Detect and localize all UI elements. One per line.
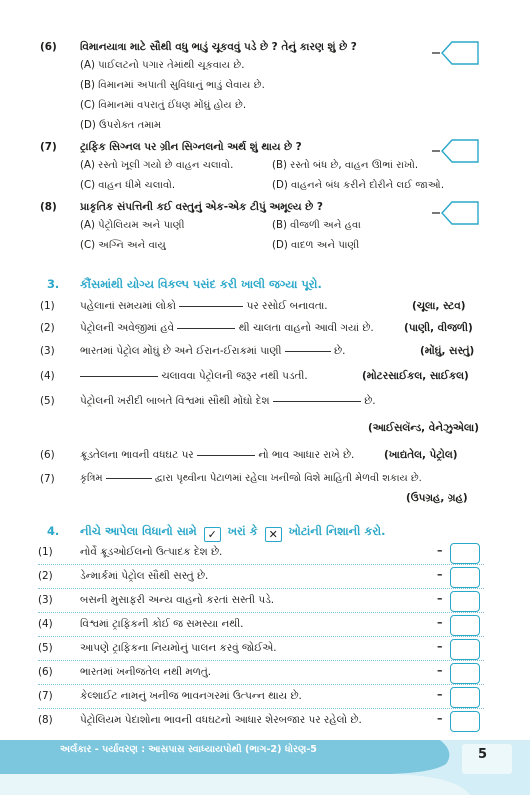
text-before: પેટ્રોલની ખરીદી બાબતે વિશ્વમાં સૌથી મોંઘો દેશ xyxy=(80,395,270,407)
blank[interactable] xyxy=(80,376,158,377)
section-title xyxy=(80,524,385,542)
answer-options: (પાણી, વીજળી) xyxy=(404,322,473,334)
answer-box[interactable] xyxy=(450,663,480,684)
option: (C) વિમાનમાં વપરાતું ઈંધણ મોંઘું હોય છે. xyxy=(80,100,247,111)
answer-box[interactable] xyxy=(450,639,480,660)
fill-blank-line xyxy=(80,449,354,462)
question-number: (8) xyxy=(40,201,57,213)
true-false-row xyxy=(38,638,484,661)
option: (D) વાહનને બંધ કરીને દોરીને લઈ જાઓ. xyxy=(272,180,445,191)
statement: કેલ્શાઈટ નામનું ખનીજ ભાવનગરમાં ઉત્પન્ન થાય છે. xyxy=(80,690,302,702)
answer-tag-box[interactable] xyxy=(432,138,480,164)
item-number: (7) xyxy=(38,690,53,702)
text-after: નો ભાવ આધાર રાખે છે. xyxy=(258,449,355,461)
option: (D) વાદળ અને પાણી xyxy=(272,240,360,251)
page-number: 5 xyxy=(478,747,488,762)
statement: આપણે ટ્રાફિકના નિયમોનું પાલન કરવું જોઈએ. xyxy=(80,642,277,654)
check-mark-icon: ✓ xyxy=(204,527,221,542)
option: (C) અગ્નિ અને વાયુ xyxy=(80,240,166,251)
text-before: ક્રૂડતેલના ભાવની વધઘટ પર xyxy=(80,449,194,461)
fill-blank-line xyxy=(80,395,376,408)
text-before: પહેલાનાં સમયમાં લોકો xyxy=(80,300,176,312)
text-before: ભારતમાં પેટ્રોલ મોંઘું છે અને ઈરાન-ઈરાકમાં પાણી xyxy=(80,345,282,357)
item-number: (5) xyxy=(40,395,55,407)
fill-blank-line xyxy=(80,322,374,335)
item-number: (1) xyxy=(38,546,53,558)
question-number: (6) xyxy=(40,41,57,53)
true-false-row xyxy=(38,566,484,589)
item-number: (5) xyxy=(38,642,53,654)
true-false-row xyxy=(38,614,484,637)
section-title: કૌંસમાંથી યોગ્ય વિકલ્પ પસંદ કરી ખાલી જગ્યા પૂરો. xyxy=(80,277,322,291)
statement: બસની મુસાફરી અન્ય વાહનો કરતાં સસ્તી પડે. xyxy=(80,594,275,606)
answer-tag-box[interactable] xyxy=(432,200,480,226)
answer-tag-box[interactable] xyxy=(432,40,480,66)
statement: ડેન્માર્કમાં પેટ્રોલ સૌથી સસ્તું છે. xyxy=(80,570,209,582)
option: (B) વીજળી અને હવા xyxy=(272,220,361,231)
text-after: પર રસોઈ બનાવતા. xyxy=(246,300,328,312)
question-text: વિમાનયાત્રા માટે સૌથી વધુ ભાડું ચૂકવવું પડે છે ? તેનું કારણ શું છે ? xyxy=(80,41,357,53)
item-number: (8) xyxy=(38,714,53,726)
title-part: ખોટાંની નિશાની કરો. xyxy=(288,524,386,538)
fill-blank-line xyxy=(80,300,328,313)
item-number: (7) xyxy=(40,473,55,485)
question-text: ટ્રાફિક સિગ્નલ પર ગ્રીન સિગ્નલનો અર્થ શું થાય છે ? xyxy=(80,141,302,153)
answer-options: (ખાદ્યતેલ, પેટ્રોલ) xyxy=(384,449,458,461)
option: (A) પાઈલટનો પગાર તેમાંથી ચૂકવાય છે. xyxy=(80,60,245,71)
item-number: (6) xyxy=(40,449,55,461)
section-number: 4. xyxy=(47,524,60,538)
answer-box[interactable] xyxy=(450,615,480,636)
item-number: (1) xyxy=(40,300,55,312)
dash: – xyxy=(437,664,443,677)
dash: – xyxy=(437,688,443,701)
dash: – xyxy=(437,616,443,629)
blank[interactable] xyxy=(177,328,235,329)
blank[interactable] xyxy=(179,306,243,307)
question-number: (7) xyxy=(40,141,57,153)
statement: ભારતમાં ખનીજતેલ નથી મળતું. xyxy=(80,666,212,678)
true-false-row xyxy=(38,662,484,685)
answer-box[interactable] xyxy=(450,711,480,732)
answer-options: (મોટરસાઈકલ, સાઈકલ) xyxy=(362,370,469,382)
dash: – xyxy=(437,544,443,557)
option: (B) રસ્તો બંધ છે, વાહન ઊભાં રાખો. xyxy=(272,160,419,171)
dash: – xyxy=(437,640,443,653)
true-false-row xyxy=(38,686,484,709)
statement: વિશ્વમાં ટ્રાફિકની કોઈ જ સમસ્યા નથી. xyxy=(80,618,244,630)
answer-options: (ઉપગ્રહ, ગ્રહ) xyxy=(406,492,468,504)
blank[interactable] xyxy=(285,351,331,352)
answer-box[interactable] xyxy=(450,687,480,708)
fill-blank-line xyxy=(80,345,345,358)
item-number: (4) xyxy=(38,618,53,630)
statement: પેટ્રોલિયમ પેદાશોના ભાવની વધઘટનો આધાર શેરબજાર પર રહેલો છે. xyxy=(80,714,362,726)
title-part: ખરાં કે xyxy=(227,524,258,538)
answer-box[interactable] xyxy=(450,543,480,564)
answer-options: (મોંઘું, સસ્તું) xyxy=(420,345,475,357)
cross-mark-icon: ✕ xyxy=(265,527,282,542)
dash: – xyxy=(437,568,443,581)
dash: – xyxy=(437,592,443,605)
text-before: કૃત્રિમ xyxy=(80,473,103,484)
option: (B) વિમાનમાં અપાતી સુવિધાનું ભાડું લેવાય છે. xyxy=(80,80,265,91)
true-false-row xyxy=(38,590,484,613)
fill-blank-line xyxy=(80,473,422,484)
section-number: 3. xyxy=(47,277,60,291)
answer-box[interactable] xyxy=(450,591,480,612)
true-false-row xyxy=(38,542,484,565)
text-after: છે. xyxy=(364,395,376,407)
item-number: (3) xyxy=(40,345,55,357)
question-text: પ્રાકૃતિક સંપત્તિની કઈ વસ્તુનું એક-એક ટીપું અમૂલ્ય છે ? xyxy=(80,201,323,213)
option: (A) રસ્તો ખૂલી ગયો છે વાહન ચલાવો. xyxy=(80,160,234,171)
true-false-row xyxy=(38,710,484,732)
footer-title: અર્લકાર - પર્યાવરણ : આસપાસ સ્વાધ્યાયપોથી (ભાગ-2) ધોરણ-5 xyxy=(60,744,317,755)
item-number: (3) xyxy=(38,594,53,606)
text-after: ચલાવવા પેટ્રોલની જરૂર નથી પડતી. xyxy=(161,370,308,382)
text-before: પેટ્રોલની અવેજીમાં હવે xyxy=(80,322,175,334)
item-number: (4) xyxy=(40,370,55,382)
text-after: થી ચાલતા વાહનો આવી ગયાં છે. xyxy=(238,322,374,334)
item-number: (6) xyxy=(38,666,53,678)
option: (A) પેટ્રોલિયમ અને પાણી xyxy=(80,220,185,231)
option: (D) ઉપરોક્ત તમામ xyxy=(80,120,162,131)
answer-options: (આઈસલૅન્ડ, વેનેઝુએલા) xyxy=(368,422,479,434)
item-number: (2) xyxy=(38,570,53,582)
text-after: દ્વારા પૃથ્વીના પેટાળમાં રહેલા ખનીજો વિશે માહિતી મેળવી શકાય છે. xyxy=(154,473,422,484)
blank[interactable] xyxy=(197,455,255,456)
answer-box[interactable] xyxy=(450,567,480,588)
title-part: નીચે આપેલા વિધાનો સામે xyxy=(80,524,197,538)
blank[interactable] xyxy=(106,478,152,479)
fill-blank-line xyxy=(80,370,308,383)
blank[interactable] xyxy=(273,401,361,402)
item-number: (2) xyxy=(40,322,55,334)
option: (C) વાહન ધીમે ચલાવો. xyxy=(80,180,176,191)
text-after: છે. xyxy=(334,345,346,357)
statement: નોર્વે ક્રૂડઓઈલનો ઉત્પાદક દેશ છે. xyxy=(80,546,223,558)
dash: – xyxy=(437,712,443,725)
answer-options: (ચૂલા, સ્ટવ) xyxy=(412,300,466,312)
